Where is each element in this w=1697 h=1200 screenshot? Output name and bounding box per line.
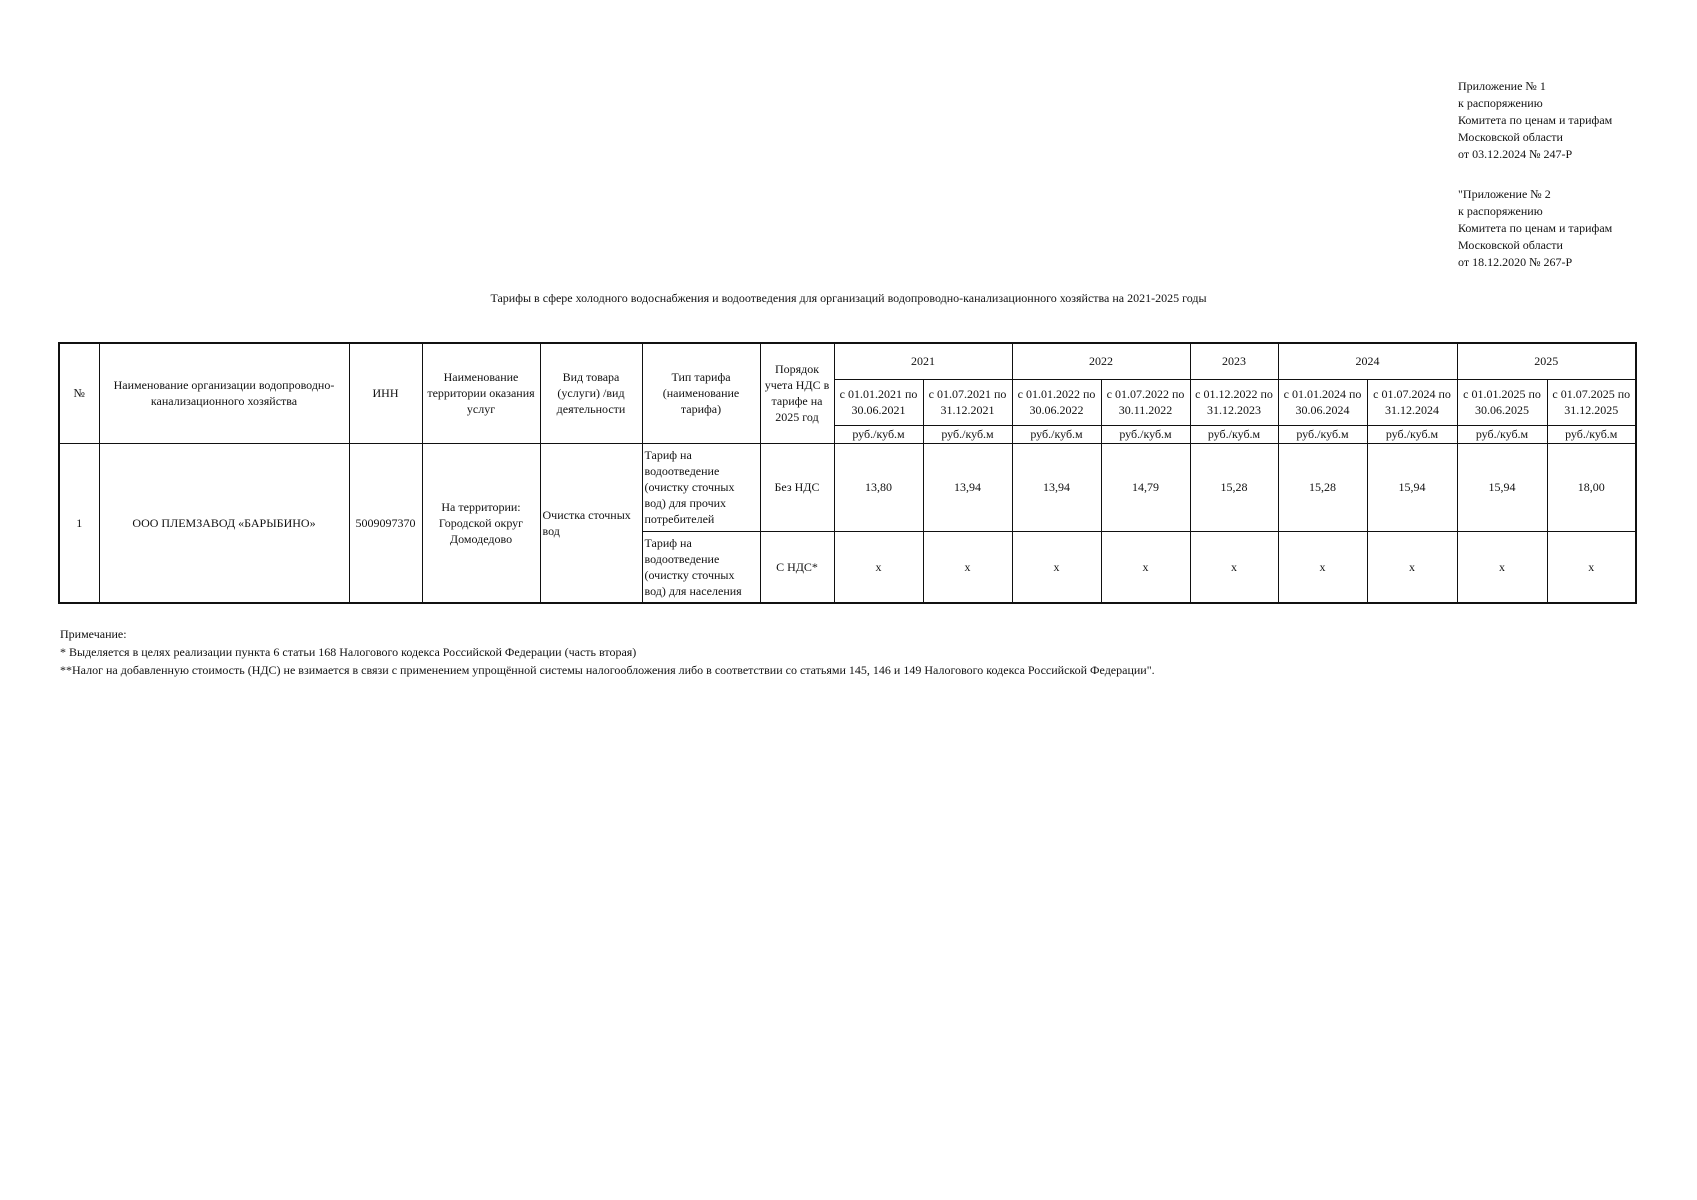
table-row bbox=[59, 443, 1636, 531]
appendix-1-line: к распоряжению bbox=[1458, 96, 1543, 110]
cell-value: 18,00 bbox=[1547, 443, 1636, 531]
cell-value: х bbox=[1547, 531, 1636, 603]
appendix-1-line: Приложение № 1 bbox=[1458, 79, 1546, 93]
cell-value: 15,28 bbox=[1278, 443, 1367, 531]
header-unit: руб./куб.м bbox=[1101, 425, 1190, 443]
note-line: **Налог на добавленную стоимость (НДС) не взимается в связи с применением упрощённой системы налогообложения либо в соответствии со статьями 145, 146 и 149 Налогового кодекса Российской Федерации". bbox=[60, 663, 1155, 677]
cell-org: ООО ПЛЕМЗАВОД «БАРЫБИНО» bbox=[99, 443, 349, 603]
cell-value: 15,28 bbox=[1190, 443, 1278, 531]
appendix-2-line: "Приложение № 2 bbox=[1458, 187, 1551, 201]
header-unit: руб./куб.м bbox=[1278, 425, 1367, 443]
notes-block bbox=[60, 625, 1155, 679]
appendix-1-line: Московской области bbox=[1458, 130, 1563, 144]
appendix-2-line: Московской области bbox=[1458, 238, 1563, 252]
appendix-2-line: к распоряжению bbox=[1458, 204, 1543, 218]
header-territory: Наименование территории оказания услуг bbox=[422, 343, 540, 443]
cell-territory: На территории: Городской округ Домодедово bbox=[422, 443, 540, 603]
header-inn: ИНН bbox=[349, 343, 422, 443]
appendix-1-block bbox=[1458, 78, 1683, 163]
header-row-years bbox=[59, 343, 1636, 379]
cell-value: 13,94 bbox=[923, 443, 1012, 531]
cell-tariff-type: Тариф на водоотведение (очистку сточных вод) для населения bbox=[642, 531, 760, 603]
cell-vat: Без НДС bbox=[760, 443, 834, 531]
header-unit: руб./куб.м bbox=[834, 425, 923, 443]
cell-value: 14,79 bbox=[1101, 443, 1190, 531]
header-goods: Вид товара (услуги) /вид деятельности bbox=[540, 343, 642, 443]
header-period: с 01.07.2022 по 30.11.2022 bbox=[1101, 379, 1190, 425]
header-period: с 01.07.2024 по 31.12.2024 bbox=[1367, 379, 1457, 425]
appendix-2-line: от 18.12.2020 № 267-Р bbox=[1458, 255, 1573, 269]
header-org: Наименование организации водопроводно-канализационного хозяйства bbox=[99, 343, 349, 443]
header-period: с 01.12.2022 по 31.12.2023 bbox=[1190, 379, 1278, 425]
cell-value: 13,94 bbox=[1012, 443, 1101, 531]
header-year: 2025 bbox=[1457, 343, 1636, 379]
appendix-2-block bbox=[1458, 186, 1683, 271]
header-num: № bbox=[59, 343, 99, 443]
cell-tariff-type: Тариф на водоотведение (очистку сточных вод) для прочих потребителей bbox=[642, 443, 760, 531]
cell-value: х bbox=[1457, 531, 1547, 603]
header-unit: руб./куб.м bbox=[1367, 425, 1457, 443]
cell-num: 1 bbox=[59, 443, 99, 603]
appendix-2-line: Комитета по ценам и тарифам bbox=[1458, 221, 1613, 235]
header-period: с 01.07.2021 по 31.12.2021 bbox=[923, 379, 1012, 425]
header-period: с 01.01.2024 по 30.06.2024 bbox=[1278, 379, 1367, 425]
header-year: 2022 bbox=[1012, 343, 1190, 379]
header-period: с 01.07.2025 по 31.12.2025 bbox=[1547, 379, 1636, 425]
cell-vat: С НДС* bbox=[760, 531, 834, 603]
header-unit: руб./куб.м bbox=[1012, 425, 1101, 443]
cell-value: х bbox=[834, 531, 923, 603]
header-tariff-type: Тип тарифа (наименование тарифа) bbox=[642, 343, 760, 443]
tariffs-table bbox=[58, 342, 1637, 604]
appendix-1-line: Комитета по ценам и тарифам bbox=[1458, 113, 1613, 127]
header-unit: руб./куб.м bbox=[923, 425, 1012, 443]
header-year: 2023 bbox=[1190, 343, 1278, 379]
cell-value: 13,80 bbox=[834, 443, 923, 531]
cell-value: х bbox=[1367, 531, 1457, 603]
header-unit: руб./куб.м bbox=[1457, 425, 1547, 443]
document-title: Тарифы в сфере холодного водоснабжения и водоотведения для организаций водопроводно-канализационного хозяйства на 2021-2025 годы bbox=[490, 291, 1207, 305]
cell-goods: Очистка сточных вод bbox=[540, 443, 642, 603]
cell-inn: 5009097370 bbox=[349, 443, 422, 603]
header-unit: руб./куб.м bbox=[1190, 425, 1278, 443]
header-period: с 01.01.2022 по 30.06.2022 bbox=[1012, 379, 1101, 425]
header-year: 2021 bbox=[834, 343, 1012, 379]
header-year: 2024 bbox=[1278, 343, 1457, 379]
header-vat-order: Порядок учета НДС в тарифе на 2025 год bbox=[760, 343, 834, 443]
cell-value: х bbox=[923, 531, 1012, 603]
cell-value: 15,94 bbox=[1457, 443, 1547, 531]
notes-heading: Примечание: bbox=[60, 627, 127, 641]
cell-value: х bbox=[1190, 531, 1278, 603]
cell-value: х bbox=[1101, 531, 1190, 603]
header-period: с 01.01.2021 по 30.06.2021 bbox=[834, 379, 923, 425]
header-period: с 01.01.2025 по 30.06.2025 bbox=[1457, 379, 1547, 425]
cell-value: х bbox=[1278, 531, 1367, 603]
cell-value: 15,94 bbox=[1367, 443, 1457, 531]
header-unit: руб./куб.м bbox=[1547, 425, 1636, 443]
appendix-1-line: от 03.12.2024 № 247-Р bbox=[1458, 147, 1573, 161]
note-line: * Выделяется в целях реализации пункта 6 статьи 168 Налогового кодекса Российской Федерации (часть вторая) bbox=[60, 645, 637, 659]
cell-value: х bbox=[1012, 531, 1101, 603]
